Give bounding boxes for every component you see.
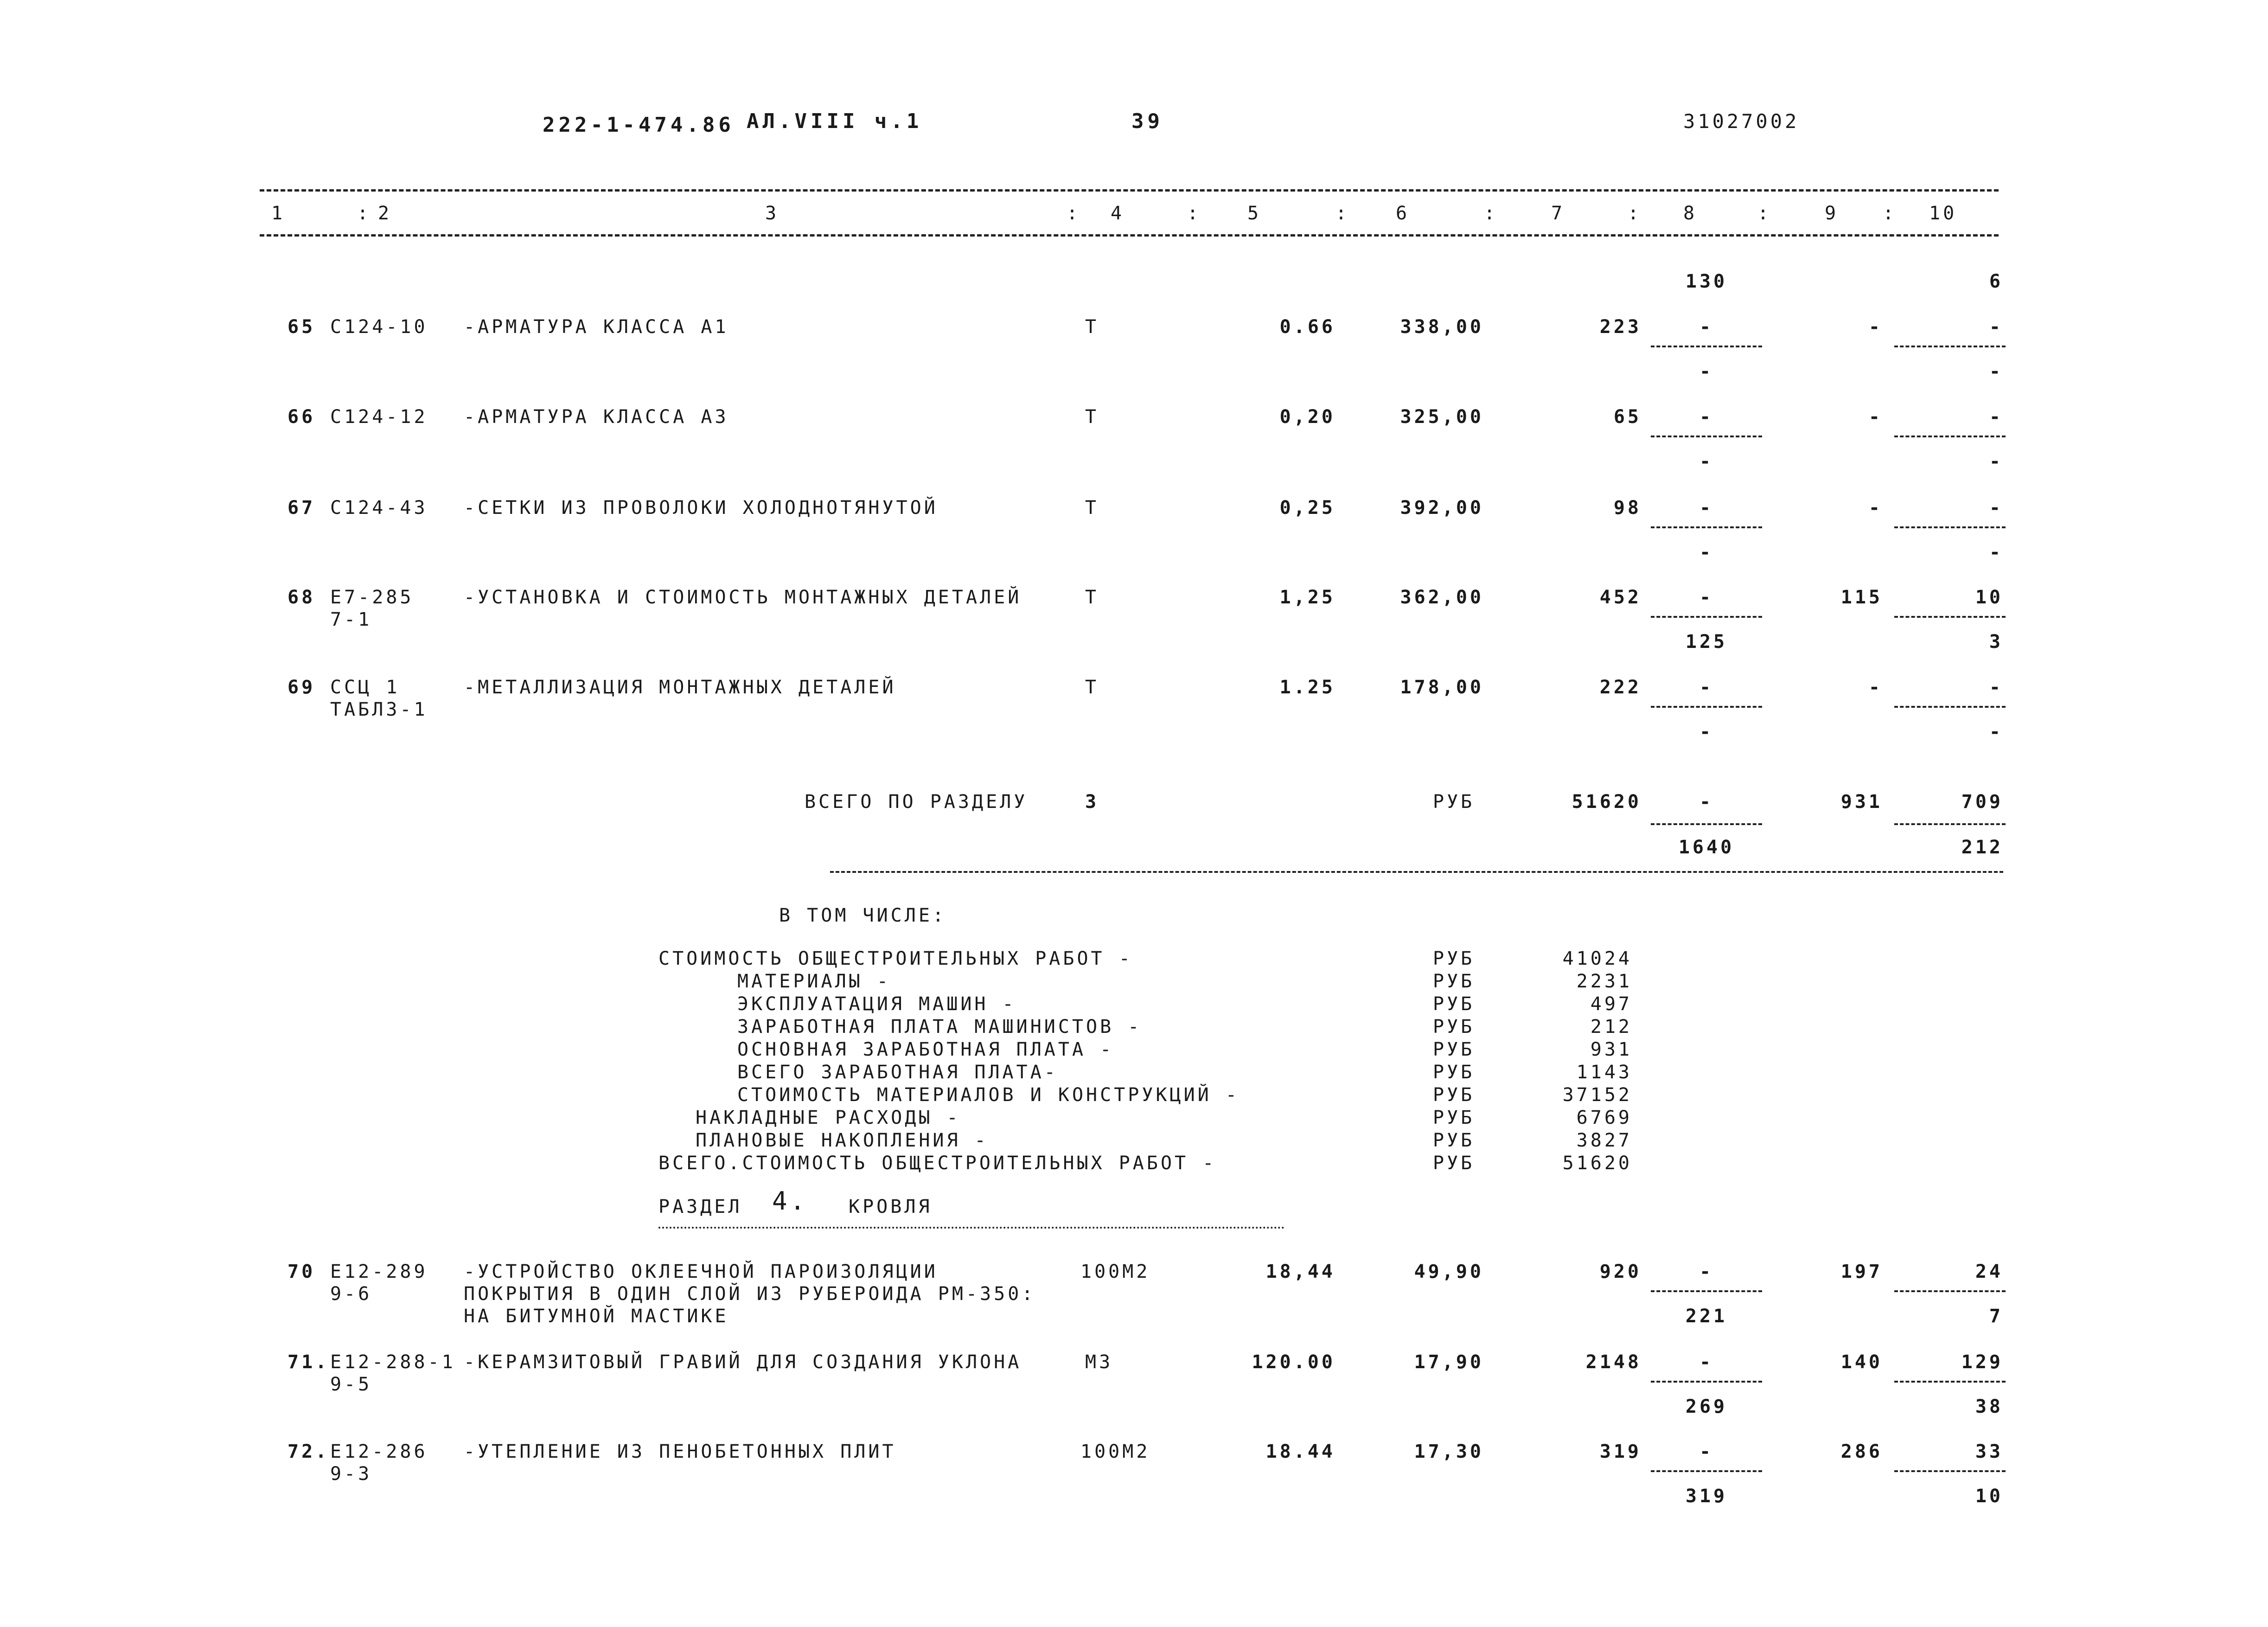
breakdown-unit: РУБ <box>1433 993 1475 1015</box>
column-header-1: 1 <box>271 203 286 224</box>
header-bottom-rule <box>260 234 1999 237</box>
row-c10-rule <box>1894 1290 2006 1292</box>
row-c10-bottom: 7 <box>1989 1306 2003 1327</box>
breakdown-value: 931 <box>1590 1039 1632 1060</box>
column-separator: : <box>1484 203 1498 224</box>
section-total-c8-top: - <box>1699 791 1714 813</box>
page-number: 39 <box>1131 109 1163 133</box>
row-unit-price: 325,00 <box>1400 406 1484 428</box>
section-prefix: РАЗДЕЛ <box>658 1196 742 1217</box>
row-c10-bottom: 38 <box>1975 1396 2003 1417</box>
row-code-sub: 9-5 <box>330 1374 372 1395</box>
row-unit: 100М2 <box>1080 1261 1150 1282</box>
breakdown-label: СТОИМОСТЬ МАТЕРИАЛОВ И КОНСТРУКЦИЙ - <box>737 1084 1239 1106</box>
row-code: С124-10 <box>330 316 428 338</box>
row-total: 98 <box>1613 497 1642 519</box>
row-quantity: 18.44 <box>1265 1441 1335 1462</box>
breakdown-value: 3827 <box>1576 1130 1632 1151</box>
row-description: -АРМАТУРА КЛАССА А1 <box>464 316 729 338</box>
column-separator: : <box>1757 203 1772 224</box>
row-code: С124-43 <box>330 497 428 519</box>
row-number: 70 <box>287 1261 316 1282</box>
carry-c8: 130 <box>1685 271 1728 292</box>
column-header-2: 2 <box>378 203 392 224</box>
breakdown-unit: РУБ <box>1433 971 1475 992</box>
row-c10-top: - <box>1989 677 2003 698</box>
column-separator: : <box>1067 203 1081 224</box>
row-quantity: 120.00 <box>1252 1352 1335 1373</box>
row-quantity: 1.25 <box>1279 677 1335 698</box>
row-unit-price: 17,30 <box>1414 1441 1484 1462</box>
row-c8-rule <box>1651 616 1762 618</box>
breakdown-value: 2231 <box>1576 971 1632 992</box>
row-c8-top: - <box>1699 1261 1714 1282</box>
row-unit: 100М2 <box>1080 1441 1150 1462</box>
breakdown-unit: РУБ <box>1433 1084 1475 1106</box>
row-description: -КЕРАМЗИТОВЫЙ ГРАВИЙ ДЛЯ СОЗДАНИЯ УКЛОНА <box>464 1352 1022 1373</box>
breakdown-label: ВСЕГО ЗАРАБОТНАЯ ПЛАТА- <box>737 1062 1058 1083</box>
section-number: 4. <box>772 1186 808 1216</box>
row-unit-price: 392,00 <box>1400 497 1484 519</box>
row-unit: Т <box>1085 316 1099 338</box>
column-header-7: 7 <box>1551 203 1565 224</box>
row-c10-top: 33 <box>1975 1441 2003 1462</box>
row-total: 222 <box>1599 677 1642 698</box>
row-c8-top: - <box>1699 1441 1714 1462</box>
row-c10-rule <box>1894 706 2006 708</box>
row-c10-top: 129 <box>1961 1352 2003 1373</box>
row-c8-bottom: - <box>1699 361 1714 382</box>
row-c9: 140 <box>1840 1352 1883 1373</box>
row-c10-bottom: - <box>1989 542 2003 563</box>
row-number: 71. <box>287 1352 330 1373</box>
row-c10-rule <box>1894 346 2006 347</box>
row-unit-price: 338,00 <box>1400 316 1484 338</box>
row-c8-rule <box>1651 436 1762 437</box>
breakdown-unit: РУБ <box>1433 1130 1475 1151</box>
column-header-5: 5 <box>1247 203 1262 224</box>
section-total-c9: 931 <box>1840 791 1883 813</box>
row-c9: - <box>1868 677 1883 698</box>
row-c9: 286 <box>1840 1441 1883 1462</box>
section-4-underline <box>658 1227 1284 1229</box>
row-unit: Т <box>1085 677 1099 698</box>
row-code: С124-12 <box>330 406 428 428</box>
column-separator: : <box>1187 203 1201 224</box>
row-c10-top: 10 <box>1975 587 2003 608</box>
row-code: Е7-285 <box>330 587 414 608</box>
column-header-3: 3 <box>765 203 779 224</box>
row-c10-top: - <box>1989 406 2003 428</box>
column-header-6: 6 <box>1396 203 1410 224</box>
row-number: 65 <box>287 316 316 338</box>
breakdown-label: ПЛАНОВЫЕ НАКОПЛЕНИЯ - <box>696 1130 989 1151</box>
row-number: 68 <box>287 587 316 608</box>
row-c8-bottom: - <box>1699 542 1714 563</box>
row-c8-bottom: - <box>1699 721 1714 743</box>
row-c8-top: - <box>1699 497 1714 519</box>
section-title: КРОВЛЯ <box>849 1196 933 1217</box>
row-code: Е12-289 <box>330 1261 428 1282</box>
column-header-8: 8 <box>1683 203 1698 224</box>
row-total: 65 <box>1613 406 1642 428</box>
row-c8-bottom: 269 <box>1685 1396 1728 1417</box>
row-c9: - <box>1868 497 1883 519</box>
section-total-number: 3 <box>1085 791 1099 813</box>
row-code: ССЦ 1 <box>330 677 400 698</box>
row-number: 66 <box>287 406 316 428</box>
row-c9: - <box>1868 316 1883 338</box>
row-c8-rule <box>1651 1290 1762 1292</box>
section-total-c10-top: 709 <box>1961 791 2003 813</box>
row-quantity: 0,20 <box>1279 406 1335 428</box>
column-header-4: 4 <box>1111 203 1125 224</box>
row-unit-price: 178,00 <box>1400 677 1484 698</box>
breakdown-label: МАТЕРИАЛЫ - <box>737 971 891 992</box>
breakdown-value: 37152 <box>1562 1084 1632 1106</box>
breakdown-unit: РУБ <box>1433 1039 1475 1060</box>
breakdown-label: НАКЛАДНЫЕ РАСХОДЫ - <box>696 1107 961 1128</box>
row-number: 69 <box>287 677 316 698</box>
breakdown-label: ОСНОВНАЯ ЗАРАБОТНАЯ ПЛАТА - <box>737 1039 1114 1060</box>
row-total: 920 <box>1599 1261 1642 1282</box>
row-c10-bottom: - <box>1989 361 2003 382</box>
row-c9: 197 <box>1840 1261 1883 1282</box>
row-unit: Т <box>1085 497 1099 519</box>
row-description: НА БИТУМНОЙ МАСТИКЕ <box>464 1306 729 1327</box>
row-c8-bottom: 125 <box>1685 631 1728 653</box>
row-code: Е12-286 <box>330 1441 428 1462</box>
document-code: 222-1-474.86 <box>543 113 735 137</box>
section-total-rule <box>830 871 2003 873</box>
column-separator: : <box>1883 203 1897 224</box>
row-description: ПОКРЫТИЯ В ОДИН СЛОЙ ИЗ РУБЕРОИДА РМ-350: <box>464 1283 1036 1305</box>
document-number: 31027002 <box>1683 110 1800 133</box>
row-c10-top: 24 <box>1975 1261 2003 1282</box>
breakdown-unit: РУБ <box>1433 1107 1475 1128</box>
row-unit: Т <box>1085 406 1099 428</box>
row-c10-bottom: 3 <box>1989 631 2003 653</box>
row-c10-bottom: - <box>1989 721 2003 743</box>
breakdown-value: 41024 <box>1562 948 1632 969</box>
album-label: АЛ.VIII ч.1 <box>747 109 923 133</box>
row-c8-rule <box>1651 706 1762 708</box>
breakdown-unit: РУБ <box>1433 1153 1475 1174</box>
row-description: -УСТАНОВКА И СТОИМОСТЬ МОНТАЖНЫХ ДЕТАЛЕЙ <box>464 587 1022 608</box>
row-c8-bottom: 319 <box>1685 1486 1728 1507</box>
row-c10-rule <box>1894 616 2006 618</box>
row-c8-rule <box>1651 346 1762 347</box>
breakdown-title: В ТОМ ЧИСЛЕ: <box>779 905 946 926</box>
row-c10-top: - <box>1989 497 2003 519</box>
breakdown-label: ВСЕГО.СТОИМОСТЬ ОБЩЕСТРОИТЕЛЬНЫХ РАБОТ - <box>658 1153 1217 1174</box>
row-c8-top: - <box>1699 587 1714 608</box>
row-description: -УСТРОЙСТВО ОКЛЕЕЧНОЙ ПАРОИЗОЛЯЦИИ <box>464 1261 938 1282</box>
breakdown-value: 497 <box>1590 993 1632 1015</box>
breakdown-value: 6769 <box>1576 1107 1632 1128</box>
column-separator: : <box>357 203 371 224</box>
breakdown-unit: РУБ <box>1433 1016 1475 1038</box>
row-code: Е12-288-1 <box>330 1352 456 1373</box>
row-description: -МЕТАЛЛИЗАЦИЯ МОНТАЖНЫХ ДЕТАЛЕЙ <box>464 677 896 698</box>
column-header-9: 9 <box>1825 203 1839 224</box>
section-total-c10-bottom: 212 <box>1961 837 2003 858</box>
row-c10-bottom: - <box>1989 451 2003 472</box>
column-separator: : <box>1628 203 1642 224</box>
carry-c10: 6 <box>1989 271 2003 292</box>
row-number: 72. <box>287 1441 330 1462</box>
row-c8-top: - <box>1699 406 1714 428</box>
section-total-c8-rule <box>1651 823 1762 825</box>
breakdown-value: 1143 <box>1576 1062 1632 1083</box>
column-header-10: 10 <box>1929 203 1957 224</box>
section-total-c8-bottom: 1640 <box>1678 837 1735 858</box>
row-total: 452 <box>1599 587 1642 608</box>
row-unit: Т <box>1085 587 1099 608</box>
row-c10-rule <box>1894 1381 2006 1383</box>
row-total: 2148 <box>1585 1352 1642 1373</box>
section-total-label: ВСЕГО ПО РАЗДЕЛУ <box>805 791 1028 813</box>
section-total-c10-rule <box>1894 823 2006 825</box>
row-number: 67 <box>287 497 316 519</box>
row-c8-top: - <box>1699 1352 1714 1373</box>
section-total-unit: РУБ <box>1433 791 1475 813</box>
row-c8-rule <box>1651 1381 1762 1383</box>
row-c10-rule <box>1894 436 2006 437</box>
breakdown-unit: РУБ <box>1433 948 1475 969</box>
row-unit: М3 <box>1085 1352 1113 1373</box>
row-c10-rule <box>1894 526 2006 528</box>
header-top-rule <box>260 189 1999 192</box>
row-c8-bottom: 221 <box>1685 1306 1728 1327</box>
row-unit-price: 17,90 <box>1414 1352 1484 1373</box>
breakdown-label: ЗАРАБОТНАЯ ПЛАТА МАШИНИСТОВ - <box>737 1016 1142 1038</box>
row-c8-rule <box>1651 526 1762 528</box>
row-total: 319 <box>1599 1441 1642 1462</box>
section-total-sum: 51620 <box>1572 791 1642 813</box>
column-separator: : <box>1335 203 1350 224</box>
breakdown-label: СТОИМОСТЬ ОБЩЕСТРОИТЕЛЬНЫХ РАБОТ - <box>658 948 1133 969</box>
breakdown-label: ЭКСПЛУАТАЦИЯ МАШИН - <box>737 993 1016 1015</box>
row-quantity: 1,25 <box>1279 587 1335 608</box>
row-quantity: 0,25 <box>1279 497 1335 519</box>
breakdown-unit: РУБ <box>1433 1062 1475 1083</box>
row-c8-rule <box>1651 1470 1762 1472</box>
row-code-sub: 9-3 <box>330 1463 372 1485</box>
row-c10-top: - <box>1989 316 2003 338</box>
row-c10-bottom: 10 <box>1975 1486 2003 1507</box>
breakdown-value: 212 <box>1590 1016 1632 1038</box>
row-c10-rule <box>1894 1470 2006 1472</box>
row-quantity: 18,44 <box>1265 1261 1335 1282</box>
row-code-sub: 9-6 <box>330 1283 372 1305</box>
row-c8-top: - <box>1699 677 1714 698</box>
row-unit-price: 49,90 <box>1414 1261 1484 1282</box>
row-c8-bottom: - <box>1699 451 1714 472</box>
row-description: -УТЕПЛЕНИЕ ИЗ ПЕНОБЕТОННЫХ ПЛИТ <box>464 1441 896 1462</box>
row-quantity: 0.66 <box>1279 316 1335 338</box>
row-c9: - <box>1868 406 1883 428</box>
row-c8-top: - <box>1699 316 1714 338</box>
row-description: -СЕТКИ ИЗ ПРОВОЛОКИ ХОЛОДНОТЯНУТОЙ <box>464 497 938 519</box>
row-code-sub: 7-1 <box>330 609 372 630</box>
breakdown-value: 51620 <box>1562 1153 1632 1174</box>
row-total: 223 <box>1599 316 1642 338</box>
row-description: -АРМАТУРА КЛАССА А3 <box>464 406 729 428</box>
row-c9: 115 <box>1840 587 1883 608</box>
row-unit-price: 362,00 <box>1400 587 1484 608</box>
row-code-sub: ТАБЛ3-1 <box>330 699 428 720</box>
